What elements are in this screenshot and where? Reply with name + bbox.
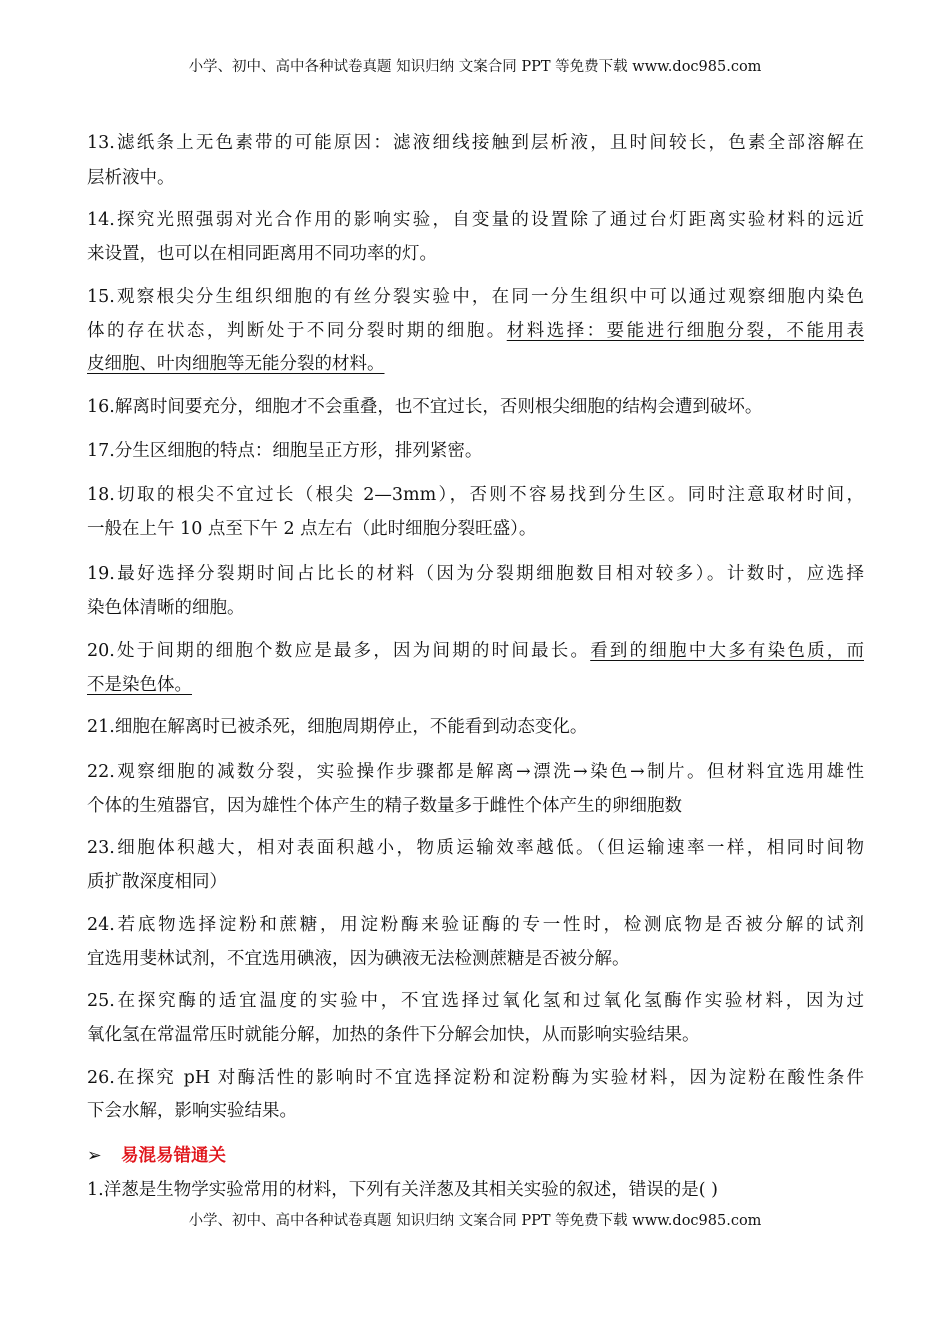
text-line [87, 132, 864, 154]
line-text: 层析液中。 [87, 168, 175, 188]
text-line [87, 286, 864, 308]
line-text: 20.处于间期的细胞个数应是最多，因为间期的时间最长。 [87, 641, 591, 661]
text-line [87, 761, 864, 783]
line-text: 一般在上午 10 点至下午 2 点左右（此时细胞分裂旺盛）。 [87, 519, 537, 539]
text-line [87, 440, 864, 462]
text-line [87, 948, 864, 970]
line-text: 17.分生区细胞的特点：细胞呈正方形，排列紧密。 [87, 441, 483, 461]
line-text: 氧化氢在常温常压时就能分解，加热的条件下分解会加快，从而影响实验结果。 [87, 1025, 700, 1045]
line-text: 染色体清晰的细胞。 [87, 598, 245, 618]
line-text: 宜选用斐林试剂，不宜选用碘液，因为碘液无法检测蔗糖是否被分解。 [87, 949, 630, 969]
line-text: 23.细胞体积越大，相对表面积越小，物质运输效率越低。（但运输速率一样，相同时间物 [87, 838, 864, 858]
text-line [87, 795, 864, 817]
line-text: 15.观察根尖分生组织细胞的有丝分裂实验中，在同一分生组织中可以通过观察细胞内染色 [87, 287, 864, 307]
underlined-text: 皮细胞、叶肉细胞等无能分裂的材料。 [87, 354, 385, 374]
text-line [87, 209, 864, 231]
text-line [87, 518, 864, 540]
line-text: 16.解离时间要充分，细胞才不会重叠，也不宜过长，否则根尖细胞的结构会遭到破坏。 [87, 397, 763, 417]
line-text: 22.观察细胞的减数分裂，实验操作步骤都是解离→漂洗→染色→制片。但材料宜选用雄性 [87, 762, 864, 782]
page-header: 小学、初中、高中各种试卷真题 知识归纳 文案合同 PPT 等免费下载 www.doc985.com [188, 59, 762, 75]
line-text: 19.最好选择分裂期时间占比长的材料（因为分裂期细胞数目相对较多）。计数时，应选择 [87, 564, 864, 584]
line-text: 25.在探究酶的适宜温度的实验中，不宜选择过氧化氢和过氧化氢酶作实验材料，因为过 [87, 991, 864, 1011]
underlined-text: 看到的细胞中大多有染色质，而 [590, 641, 864, 661]
page-footer: 小学、初中、高中各种试卷真题 知识归纳 文案合同 PPT 等免费下载 www.doc985.com [188, 1213, 762, 1229]
line-text: 26.在探究 pH 对酶活性的影响时不宜选择淀粉和淀粉酶为实验材料，因为淀粉在酸性条件 [87, 1068, 864, 1088]
text-line [87, 837, 864, 859]
text-line [87, 167, 864, 189]
text-line [87, 674, 864, 696]
text-line [87, 396, 864, 418]
line-text: 来设置，也可以在相同距离用不同功率的灯。 [87, 244, 437, 264]
text-line [87, 1100, 864, 1122]
underlined-text: 不是染色体。 [87, 675, 192, 695]
text-line [87, 563, 864, 585]
line-text: 14.探究光照强弱对光合作用的影响实验，自变量的设置除了通过台灯距离实验材料的远近 [87, 210, 864, 230]
text-line [87, 243, 864, 265]
text-line [87, 990, 864, 1012]
line-text: 质扩散深度相同） [87, 872, 227, 892]
text-line [87, 353, 864, 375]
text-line [87, 871, 864, 893]
text-line [87, 914, 864, 936]
line-text: 下会水解，影响实验结果。 [87, 1101, 297, 1121]
text-line [87, 1024, 864, 1046]
text-line [87, 320, 864, 342]
text-line [87, 640, 864, 662]
line-text: 24.若底物选择淀粉和蔗糖，用淀粉酶来验证酶的专一性时，检测底物是否被分解的试剂 [87, 915, 864, 935]
line-text: 18.切取的根尖不宜过长（根尖 2—3mm），否则不容易找到分生区。同时注意取材时间， [87, 485, 864, 505]
text-line [87, 597, 864, 619]
section-heading [87, 1145, 226, 1167]
text-line [87, 716, 864, 738]
underlined-text: 材料选择：要能进行细胞分裂，不能用表 [506, 321, 864, 341]
line-text: 体的存在状态，判断处于不同分裂时期的细胞。 [87, 321, 507, 341]
line-text: 个体的生殖器官，因为雄性个体产生的精子数量多于雌性个体产生的卵细胞数 [87, 796, 682, 816]
arrow-bullet-icon: ➢ [87, 1146, 102, 1166]
text-line [87, 1067, 864, 1089]
line-text: 21.细胞在解离时已被杀死，细胞周期停止，不能看到动态变化。 [87, 717, 588, 737]
section-title: 易混易错通关 [121, 1146, 226, 1166]
text-line [87, 484, 864, 506]
line-text: 13.滤纸条上无色素带的可能原因：滤液细线接触到层析液，且时间较长，色素全部溶解在 [87, 133, 864, 153]
question-text: 1.洋葱是生物学实验常用的材料，下列有关洋葱及其相关实验的叙述，错误的是( ) [87, 1180, 718, 1200]
